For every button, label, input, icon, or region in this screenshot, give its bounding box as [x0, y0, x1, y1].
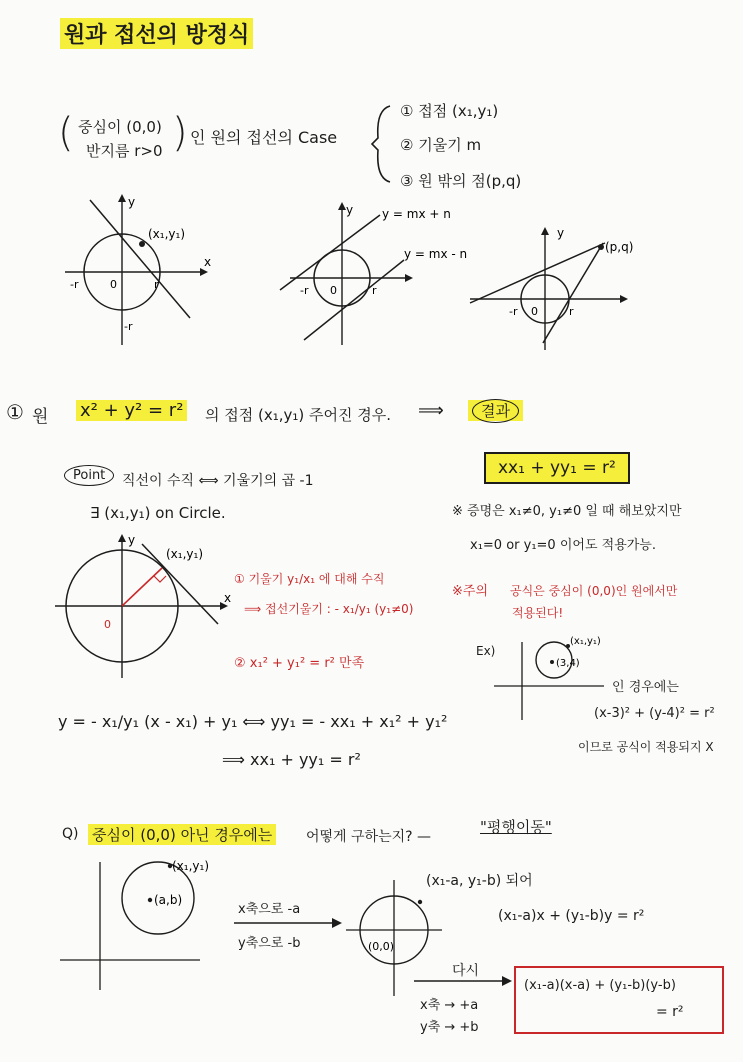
- diagram-tangent-point: [60, 190, 210, 350]
- svg-text:r: r: [569, 305, 574, 318]
- section1-description: 의 접점 (x₁,y₁) 주어진 경우.: [205, 406, 392, 424]
- svg-text:(3,4): (3,4): [556, 658, 580, 669]
- proof-note-2: x₁=0 or y₁=0 이어도 적용가능.: [470, 538, 657, 553]
- svg-text:y: y: [128, 195, 136, 209]
- page-title: 원과 접선의 방정식: [60, 18, 253, 49]
- svg-text:x: x: [204, 255, 212, 269]
- svg-text:(p,q): (p,q): [605, 240, 634, 254]
- svg-text:y: y: [128, 533, 136, 547]
- reason-2: ② x₁² + y₁² = r² 만족: [234, 656, 365, 671]
- caution-line-2: 적용된다!: [512, 606, 564, 620]
- intro-case-3: ③ 원 밖의 점(p,q): [400, 172, 522, 190]
- section1-arrow: ⟹: [418, 400, 444, 421]
- shift-y-label: y축으로 -b: [238, 936, 301, 951]
- svg-text:y = mx - n: y = mx - n: [404, 247, 468, 261]
- example-label: Ex): [476, 644, 496, 658]
- svg-text:0: 0: [104, 618, 111, 631]
- shift-arrow: [234, 916, 344, 930]
- d1-point-label: (x₁,y₁): [148, 227, 186, 241]
- back-x: x축 → +a: [420, 998, 479, 1013]
- svg-text:r: r: [372, 284, 377, 297]
- diagram-tangent-external: [465, 225, 645, 355]
- section1-number: ①: [6, 400, 24, 424]
- intro-close-paren: ): [172, 110, 188, 156]
- svg-text:0: 0: [531, 305, 538, 318]
- example-text-1: 인 경우에는: [612, 680, 679, 695]
- reason-1b: ⟹ 접선기울기 : - x₁/y₁ (y₁≠0): [244, 602, 414, 616]
- svg-text:-r: -r: [70, 278, 79, 291]
- intro-lead-text: 인 원의 접선의 Case: [190, 128, 338, 147]
- example-formula: (x-3)² + (y-4)² = r²: [594, 706, 715, 721]
- result-formula-box: xx₁ + yy₁ = r²: [484, 452, 630, 484]
- svg-text:(x₁,y₁): (x₁,y₁): [570, 636, 601, 647]
- intro-brace: [370, 100, 394, 186]
- q-highlight: 중심이 (0,0) 아닌 경우에는: [88, 824, 276, 845]
- svg-text:(x₁,y₁): (x₁,y₁): [172, 859, 210, 873]
- svg-text:0: 0: [330, 284, 337, 297]
- q-label: Q): [62, 826, 79, 842]
- derivation-line-2: ⟹ xx₁ + yy₁ = r²: [222, 750, 361, 769]
- intro-condition-center: 중심이 (0,0): [78, 118, 162, 136]
- point-badge: Point: [64, 468, 114, 483]
- svg-text:y: y: [346, 203, 354, 217]
- q-diagram-original: [60, 852, 220, 992]
- again-arrow: [414, 974, 514, 988]
- svg-text:(a,b): (a,b): [154, 893, 183, 907]
- reason-1a: ① 기울기 y₁/x₁ 에 대해 수직: [234, 572, 385, 586]
- final-formula-line-1: (x₁-a)(x-a) + (y₁-b)(y-b): [524, 978, 676, 993]
- derivation-line-1: y = - x₁/y₁ (x - x₁) + y₁ ⟺ yy₁ = - xx₁ + x₁² + y₁²: [58, 712, 448, 731]
- shifted-equation: (x₁-a)x + (y₁-b)y = r²: [498, 908, 645, 924]
- intro-condition-radius: 반지름 r>0: [86, 142, 163, 160]
- exists-text: ∃ (x₁,y₁) on Circle.: [90, 504, 226, 522]
- q-answer: "평행이동": [480, 818, 552, 836]
- caution-mark: ※주의: [452, 584, 489, 599]
- svg-text:(x₁,y₁): (x₁,y₁): [166, 547, 204, 561]
- section1-word: 원: [32, 407, 49, 427]
- final-formula-box: [514, 966, 724, 1034]
- final-formula-line-2: = r²: [656, 1004, 684, 1020]
- svg-text:-r: -r: [300, 284, 309, 297]
- proof-note-1: ※ 증명은 x₁≠0, y₁≠0 일 때 해보았지만: [452, 504, 682, 519]
- svg-text:y = mx + n: y = mx + n: [382, 207, 451, 221]
- again-label: 다시: [452, 963, 480, 979]
- intro-case-2: ② 기울기 m: [400, 136, 482, 154]
- point-text: 직선이 수직 ⟺ 기울기의 곱 -1: [122, 473, 314, 489]
- q-question: 어떻게 구하는지? —: [306, 829, 431, 845]
- svg-text:(0,0): (0,0): [368, 940, 395, 953]
- svg-text:x: x: [224, 591, 232, 605]
- svg-text:-r: -r: [509, 305, 518, 318]
- diagram-tangent-slope: [270, 200, 470, 350]
- intro-open-paren: (: [58, 110, 74, 156]
- perpendicular-diagram: [50, 530, 240, 680]
- example-text-2: 이므로 공식이 적용되지 X: [578, 740, 714, 754]
- svg-text:r: r: [154, 278, 159, 291]
- section1-equation: x² + y² = r²: [76, 400, 187, 421]
- shift-x-label: x축으로 -a: [238, 902, 301, 917]
- intro-case-1: ① 접점 (x₁,y₁): [400, 102, 499, 120]
- result-label: 결과: [472, 399, 519, 423]
- back-y: y축 → +b: [420, 1020, 479, 1035]
- svg-text:y: y: [557, 226, 565, 240]
- shifted-point-text: (x₁-a, y₁-b) 되어: [426, 873, 533, 889]
- result-label-wrap: [468, 400, 523, 421]
- svg-text:-r: -r: [124, 320, 133, 333]
- caution-line-1: 공식은 중심이 (0,0)인 원에서만: [510, 584, 678, 598]
- svg-text:0: 0: [110, 278, 117, 291]
